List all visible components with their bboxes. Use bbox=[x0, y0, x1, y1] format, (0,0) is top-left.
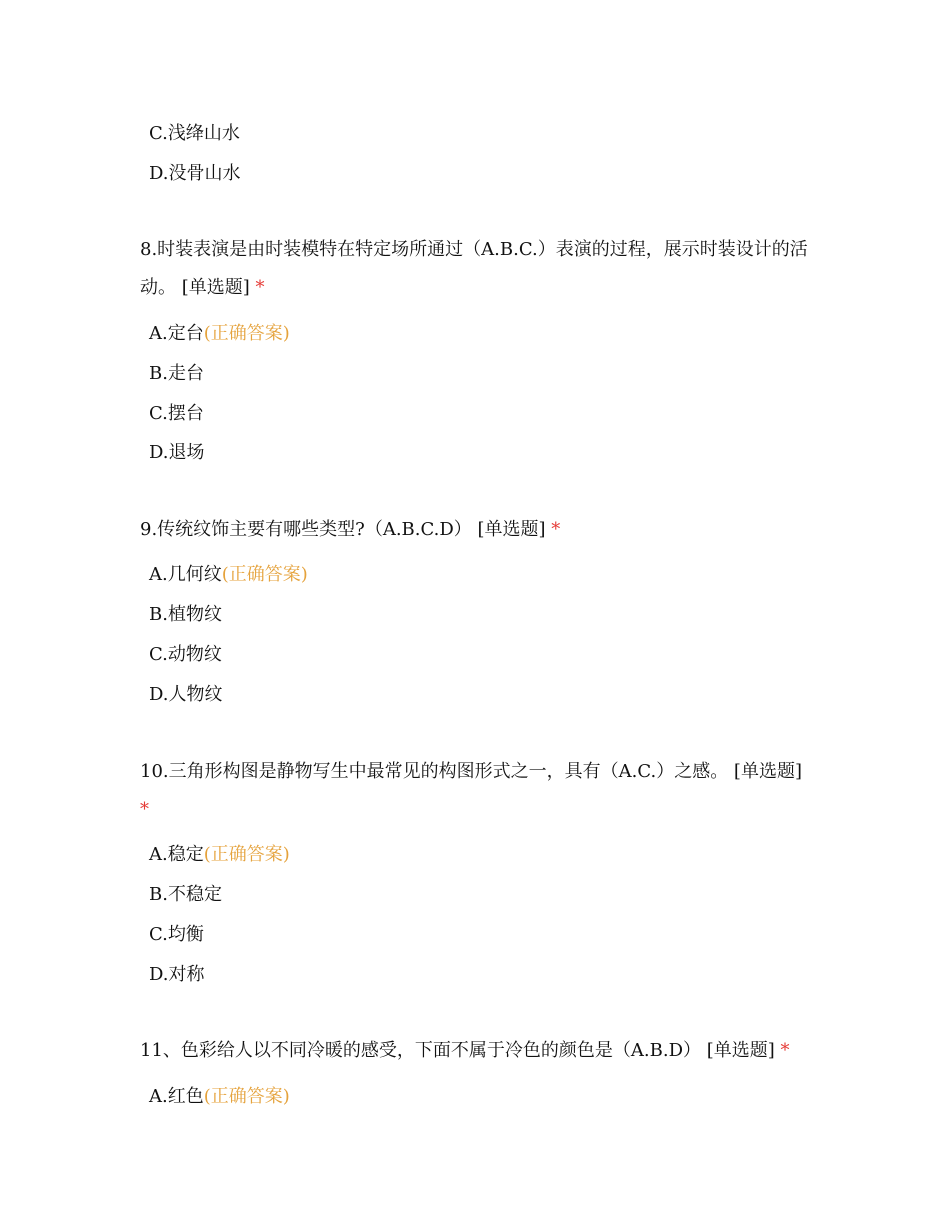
correct-answer-note: (正确答案) bbox=[203, 844, 290, 865]
option-label: C.动物纹 bbox=[149, 644, 222, 665]
question-text: 10.三角形构图是静物写生中最常见的构图形式之一，具有（A.C.）之感。 [单选题] bbox=[140, 761, 802, 782]
option-label: D.没骨山水 bbox=[149, 163, 241, 184]
q10-option-c bbox=[149, 923, 204, 947]
required-mark: * bbox=[255, 277, 265, 298]
option-label: B.走台 bbox=[149, 363, 204, 384]
q7-option-d bbox=[149, 162, 241, 186]
q8-option-b bbox=[149, 362, 204, 386]
option-label: D.对称 bbox=[149, 964, 205, 985]
option-label: A.几何纹 bbox=[149, 564, 222, 585]
q10-option-d bbox=[149, 963, 205, 987]
required-mark: * bbox=[551, 519, 561, 540]
question-text: 9.传统纹饰主要有哪些类型?（A.B.C.D） [单选题] bbox=[140, 519, 546, 540]
q8-option-c bbox=[149, 402, 204, 426]
q9-option-a bbox=[149, 563, 308, 587]
q7-option-c bbox=[149, 122, 240, 146]
option-label: C.浅绛山水 bbox=[149, 123, 240, 144]
option-label: B.不稳定 bbox=[149, 884, 222, 905]
question-text: 8.时装表演是由时装模特在特定场所通过（A.B.C.）表演的过程，展示时装设计的活动。 [单选题] bbox=[140, 239, 808, 298]
option-label: C.摆台 bbox=[149, 403, 204, 424]
option-label: D.退场 bbox=[149, 442, 205, 463]
option-label: D.人物纹 bbox=[149, 684, 223, 705]
question-text: 11、色彩给人以不同冷暖的感受，下面不属于冷色的颜色是（A.B.D） [单选题] bbox=[140, 1040, 775, 1061]
option-label: C.均衡 bbox=[149, 924, 204, 945]
correct-answer-note: (正确答案) bbox=[203, 1086, 290, 1107]
q11-option-a bbox=[149, 1085, 290, 1109]
required-mark: * bbox=[780, 1040, 790, 1061]
q9-option-b bbox=[149, 603, 222, 627]
q10-option-b bbox=[149, 883, 222, 907]
option-label: A.定台 bbox=[149, 323, 204, 344]
q10-title bbox=[140, 753, 810, 829]
q9-option-d bbox=[149, 683, 223, 707]
q8-option-a bbox=[149, 322, 290, 346]
correct-answer-note: (正确答案) bbox=[221, 564, 308, 585]
q8-option-d bbox=[149, 441, 205, 465]
q9-title bbox=[140, 511, 810, 549]
q10-option-a bbox=[149, 843, 290, 867]
required-mark: * bbox=[140, 799, 149, 820]
q11-title bbox=[140, 1032, 810, 1070]
option-label: A.稳定 bbox=[149, 844, 204, 865]
q8-title bbox=[140, 231, 810, 307]
q9-option-c bbox=[149, 643, 222, 667]
correct-answer-note: (正确答案) bbox=[203, 323, 290, 344]
option-label: A.红色 bbox=[149, 1086, 204, 1107]
option-label: B.植物纹 bbox=[149, 604, 222, 625]
